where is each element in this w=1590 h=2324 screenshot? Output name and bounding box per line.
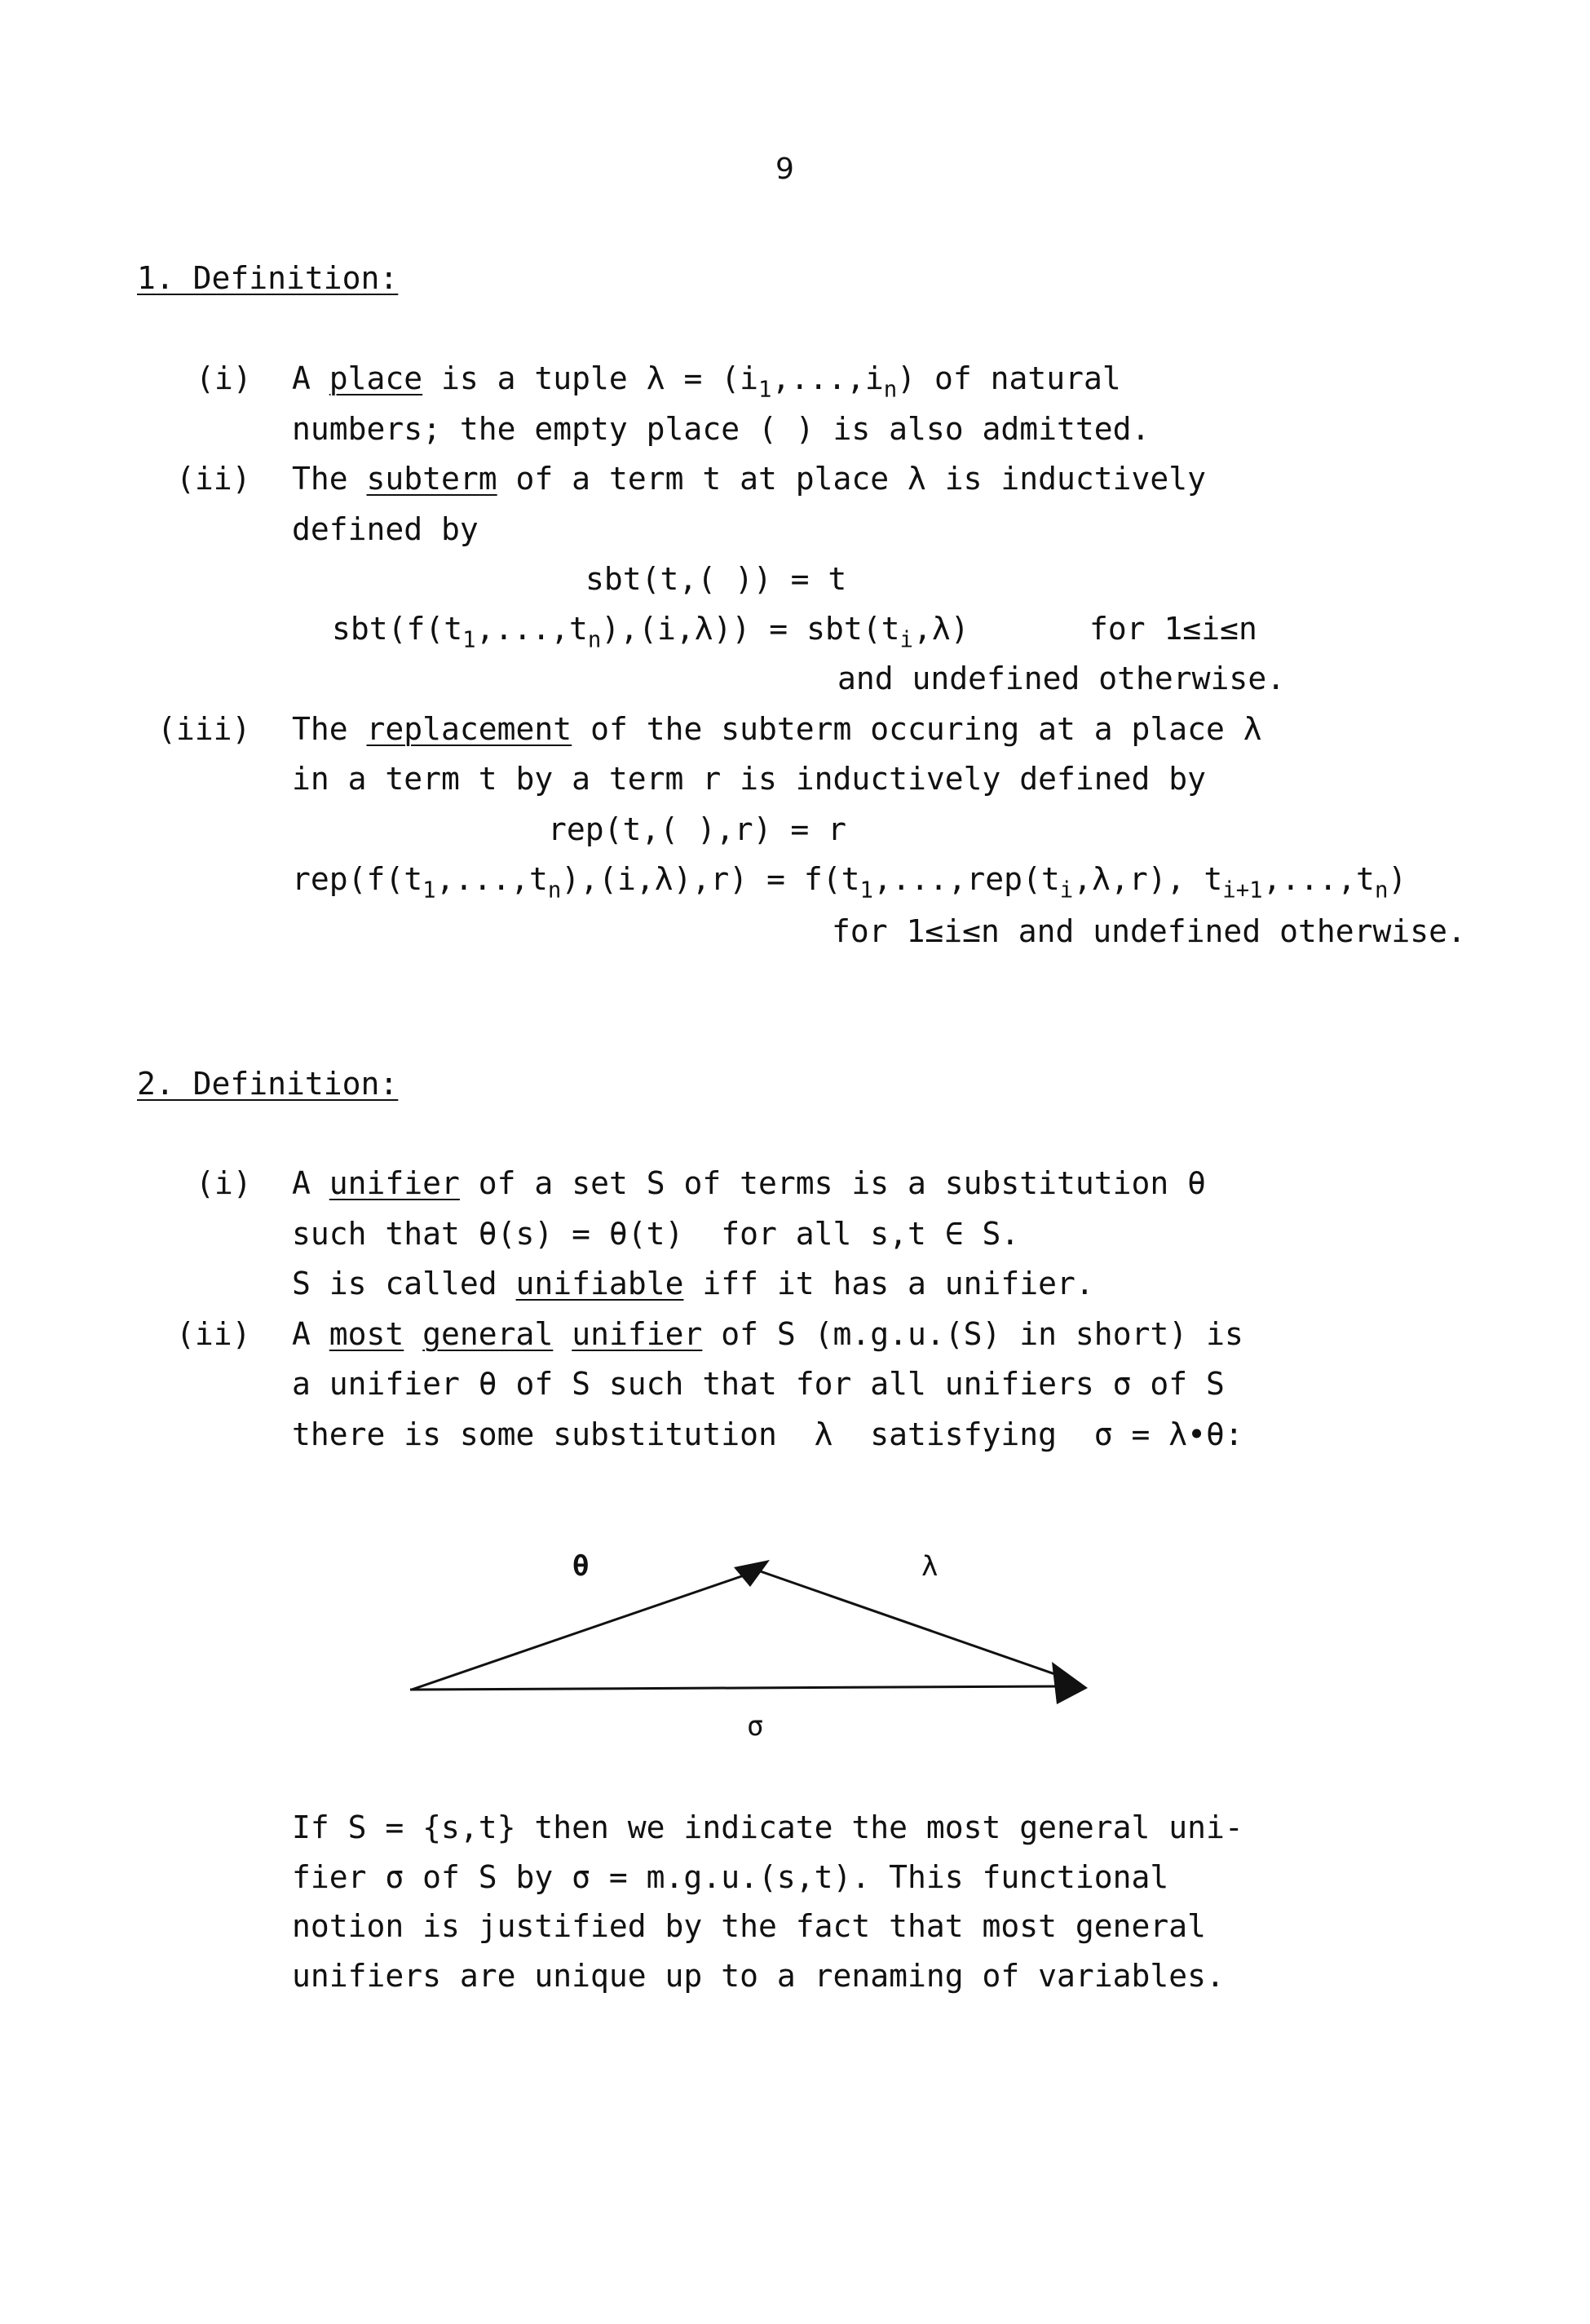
def2-item-ii-number: (ii) <box>176 1316 251 1352</box>
def1-item-iii-line2: in a term t by a term r is inductively defined by <box>292 761 1207 797</box>
sbt-condition: for 1≤i≤n <box>1089 611 1257 647</box>
rep-condition: for 1≤i≤n and undefined otherwise. <box>832 913 1466 949</box>
def1-item-i-line1: A place is a tuple $\lambda = (i_1,...,i_n)$ of natural <box>292 360 1121 403</box>
def2-item-i-line3: S is called unifiable iff it has a unifier. <box>292 1266 1094 1301</box>
term-replacement: replacement <box>366 711 572 747</box>
sbt-equation-2: $sbt(f(t_1,...,t_n),(i,\lambda)) = sbt(t_i,\lambda)$ <box>332 611 969 653</box>
lambda-arrowhead <box>1052 1662 1088 1704</box>
definition-1-heading: 1. Definition: <box>137 260 399 296</box>
sigma-arrow-line <box>410 1686 1060 1690</box>
term-unifier-2: unifier <box>572 1316 703 1352</box>
theta-label: θ <box>572 1550 590 1583</box>
term-unifier: unifier <box>329 1165 460 1201</box>
def1-item-ii-line2: defined by <box>292 511 479 547</box>
term-most: most <box>329 1316 404 1352</box>
sigma-label: σ <box>747 1710 764 1743</box>
rep-equation-1: rep(t,( ),r) = r <box>548 811 847 847</box>
def1-item-i-line2: numbers; the empty place ( ) is also admitted. <box>292 411 1151 447</box>
def2-item-ii-line3: there is some substitution λ satisfying σ = λ•θ: <box>292 1416 1243 1452</box>
closing-line-4: unifiers are unique up to a renaming of variables. <box>292 1958 1225 1994</box>
def1-item-iii-number: (iii) <box>157 711 251 747</box>
sbt-equation-1: sbt(t,( )) = t <box>585 561 847 597</box>
def2-item-ii-line1: A most general unifier of S (m.g.u.(S) in short) is <box>292 1316 1243 1352</box>
term-general: general <box>422 1316 554 1352</box>
def1-item-iii-line1: The replacement of the subterm occuring at a place λ <box>292 711 1262 747</box>
theta-arrow-line <box>412 1572 753 1690</box>
def2-item-i-line1: A unifier of a set S of terms is a substitution θ <box>292 1165 1207 1201</box>
lambda-label: λ <box>921 1550 939 1583</box>
lambda-arrow-line <box>753 1569 1067 1678</box>
rep-equation-2: $rep(f(t_1,...,t_n),(i,\lambda),r) = f(t_1,...,rep(t_i,\lambda,r)$, $t_{i+1},...,t_n$) <box>292 861 1407 904</box>
def2-item-i-number: (i) <box>196 1165 252 1201</box>
definition-2-heading: 2. Definition: <box>137 1066 399 1102</box>
def1-item-ii-line1: The subterm of a term t at place λ is inductively <box>292 461 1207 497</box>
def2-item-i-line2: such that θ(s) = θ(t) for all s,t ∈ S. <box>292 1216 1020 1252</box>
term-place: place <box>329 360 423 396</box>
term-unifiable: unifiable <box>515 1266 684 1301</box>
closing-line-3: notion is justified by the fact that most general <box>292 1908 1207 1944</box>
sbt-condition-otherwise: and undefined otherwise. <box>837 661 1286 696</box>
def1-item-ii-number: (ii) <box>176 461 251 497</box>
def1-item-i-number: (i) <box>196 360 252 396</box>
term-subterm: subterm <box>366 461 497 497</box>
closing-line-2: fier σ of S by σ = m.g.u.(s,t). This functional <box>292 1859 1169 1895</box>
closing-line-1: If S = {s,t} then we indicate the most general uni- <box>292 1809 1243 1845</box>
page-number: 9 <box>775 152 794 186</box>
def2-item-ii-line2: a unifier θ of S such that for all unifiers σ of S <box>292 1366 1225 1402</box>
